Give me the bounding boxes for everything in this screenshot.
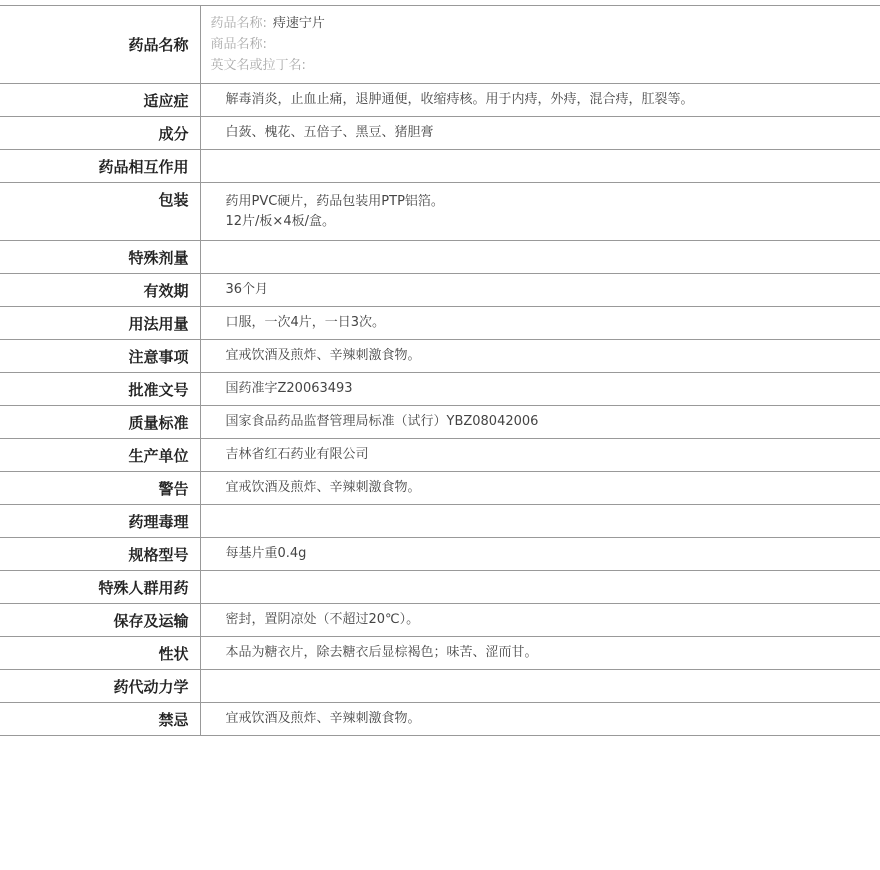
row-value-line: 每基片重0.4g (225, 546, 307, 561)
row-value-line: 宜戒饮酒及煎炸、辛辣刺激食物。 (225, 711, 421, 726)
row-value-line: 宜戒饮酒及煎炸、辛辣刺激食物。 (225, 348, 421, 363)
drug-spec-table (0, 5, 880, 736)
row-label: 适应症 (0, 84, 200, 117)
row-value (200, 472, 880, 505)
row-value-line: 口服，一次4片，一日3次。 (225, 315, 386, 330)
row-value (200, 604, 880, 637)
row-value (200, 307, 880, 340)
row-label: 批准文号 (0, 373, 200, 406)
row-value-line: 药用PVC硬片，药品包装用PTP铝箔。 (225, 193, 444, 209)
table-row-drug-name (0, 6, 880, 84)
drug-name-value: 痔速宁片 (272, 16, 325, 31)
row-value (200, 538, 880, 571)
drug-name-key: 药品名称: (210, 16, 267, 31)
row-label: 警告 (0, 472, 200, 505)
trade-name-line (211, 34, 880, 55)
row-label: 药品名称 (0, 6, 200, 84)
table-row (0, 703, 880, 736)
row-label: 性状 (0, 637, 200, 670)
row-value-line: 国药准字Z20063493 (225, 381, 353, 396)
table-row (0, 472, 880, 505)
row-value-line: 36个月 (225, 282, 269, 297)
table-row (0, 307, 880, 340)
row-value (200, 150, 880, 183)
row-value-line: 宜戒饮酒及煎炸、辛辣刺激食物。 (225, 480, 421, 495)
row-value (200, 670, 880, 703)
latin-name-line (211, 55, 880, 76)
table-row (0, 183, 880, 241)
row-value (200, 84, 880, 117)
row-value-line: 国家食品药品监督管理局标准（试行）YBZ08042006 (225, 414, 539, 429)
table-row (0, 150, 880, 183)
table-row (0, 340, 880, 373)
row-value-line: 本品为糖衣片，除去糖衣后显棕褐色；味苦、涩而甘。 (225, 645, 538, 660)
table-row (0, 274, 880, 307)
row-value (200, 406, 880, 439)
table-row (0, 505, 880, 538)
row-label: 成分 (0, 117, 200, 150)
table-row (0, 571, 880, 604)
table-row (0, 670, 880, 703)
row-value (200, 637, 880, 670)
row-label: 禁忌 (0, 703, 200, 736)
table-row (0, 241, 880, 274)
row-value-line: 解毒消炎，止血止痛，退肿通便，收缩痔核。用于内痔，外痔，混合痔，肛裂等。 (225, 92, 694, 107)
row-value (200, 571, 880, 604)
table-row (0, 439, 880, 472)
row-value-names (200, 6, 880, 84)
row-value (200, 117, 880, 150)
row-label: 药代动力学 (0, 670, 200, 703)
table-row (0, 117, 880, 150)
row-value (200, 340, 880, 373)
row-value (200, 241, 880, 274)
row-label: 药品相互作用 (0, 150, 200, 183)
row-label: 规格型号 (0, 538, 200, 571)
table-row (0, 637, 880, 670)
row-label: 质量标准 (0, 406, 200, 439)
row-label: 药理毒理 (0, 505, 200, 538)
row-value (200, 373, 880, 406)
table-row (0, 406, 880, 439)
row-value (200, 274, 880, 307)
row-label: 保存及运输 (0, 604, 200, 637)
row-label: 生产单位 (0, 439, 200, 472)
row-label: 有效期 (0, 274, 200, 307)
row-value (200, 439, 880, 472)
row-value-line: 密封，置阴凉处（不超过20℃）。 (225, 612, 420, 627)
row-value-line: 吉林省红石药业有限公司 (225, 447, 369, 462)
row-label: 特殊人群用药 (0, 571, 200, 604)
drug-name-line (211, 13, 880, 34)
latin-name-key: 英文名或拉丁名: (210, 58, 306, 73)
trade-name-key: 商品名称: (210, 37, 267, 52)
table-row (0, 84, 880, 117)
row-value (200, 703, 880, 736)
row-value-line: 12片/板×4板/盒。 (225, 213, 335, 229)
row-value (200, 183, 880, 241)
row-value-line: 白蔹、槐花、五倍子、黑豆、猪胆膏 (225, 125, 434, 140)
row-label: 特殊剂量 (0, 241, 200, 274)
row-value (200, 505, 880, 538)
row-label: 用法用量 (0, 307, 200, 340)
row-label: 包装 (0, 183, 200, 241)
row-label: 注意事项 (0, 340, 200, 373)
table-row (0, 604, 880, 637)
table-row (0, 538, 880, 571)
table-row (0, 373, 880, 406)
